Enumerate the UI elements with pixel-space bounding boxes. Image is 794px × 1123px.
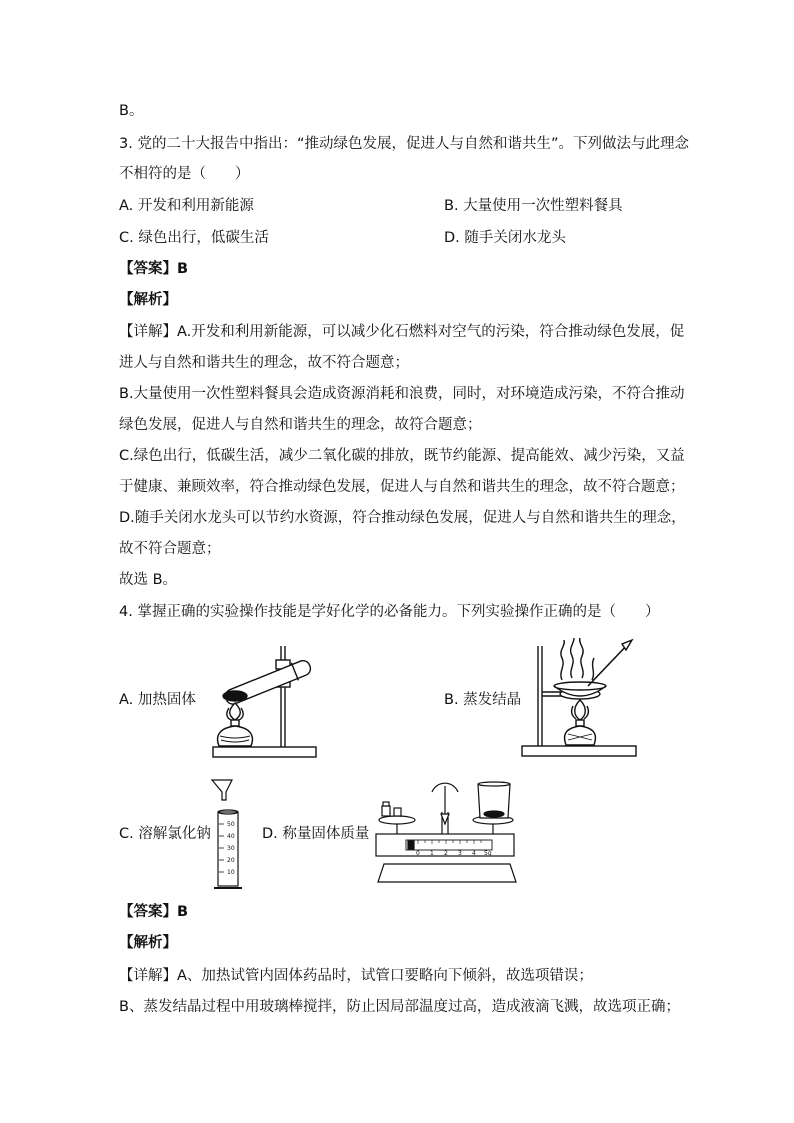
figure-evaporation	[518, 636, 640, 762]
q3-option-d: D. 随手关闭水龙头	[444, 230, 566, 246]
q3-explain-line: 【详解】A.开发和利用新能源，可以减少化石燃料对空气的污染，符合推动绿色发展，促	[119, 324, 685, 340]
scale-tick-label: 3	[458, 850, 462, 857]
q3-option-c: C. 绿色出行，低碳生活	[119, 230, 269, 246]
q3-analysis-label: 【解析】	[119, 292, 177, 308]
q4-explain-line: 【详解】A、加热试管内固体药品时，试管口要略向下倾斜，故选项错误；	[119, 968, 593, 984]
q3-stem-line2: 不相符的是（ ）	[119, 166, 250, 182]
scale-tick-label: 1	[430, 850, 434, 857]
previous-answer-tail: B。	[119, 103, 144, 119]
cylinder-tick-label: 50	[227, 821, 235, 828]
scale-tick-label: 5g	[484, 850, 492, 857]
q3-explain-line: C.绿色出行，低碳生活，减少二氧化碳的排放，既节约能源、提高能效、减少污染，又益	[119, 448, 685, 464]
q4-option-d-label: D. 称量固体质量	[262, 826, 370, 842]
q3-explain-line: D.随手关闭水龙头可以节约水资源，符合推动绿色发展，促进人与自然和谐共生的理念，	[119, 510, 686, 526]
figure-graduated-cylinder	[210, 778, 244, 892]
q4-option-c-label: C. 溶解氯化钠	[119, 826, 211, 842]
q4-option-b-label: B. 蒸发结晶	[444, 692, 522, 708]
q3-explain-line: 于健康、兼顾效率，符合推动绿色发展，促进人与自然和谐共生的理念，故不符合题意；	[119, 479, 685, 495]
figure-balance-scale	[370, 778, 524, 886]
scale-tick-label: 0	[416, 850, 420, 857]
cylinder-tick-label: 30	[227, 845, 235, 852]
scale-tick-label: 4	[472, 850, 476, 857]
q4-stem: 4. 掌握正确的实验操作技能是学好化学的必备能力。下列实验操作正确的是（ ）	[119, 604, 660, 620]
figure-heating-solid	[205, 636, 325, 762]
q3-answer: 【答案】B	[119, 261, 189, 277]
q3-option-a: A. 开发和利用新能源	[119, 198, 254, 214]
cylinder-tick-label: 20	[227, 857, 235, 864]
q3-explain-line: 故不符合题意；	[119, 541, 221, 557]
q4-explain-line: B、蒸发结晶过程中用玻璃棒搅拌，防止因局部温度过高，造成液滴飞溅，故选项正确；	[119, 999, 680, 1015]
q3-explain-line: 绿色发展，促进人与自然和谐共生的理念，故符合题意；	[119, 417, 482, 433]
q4-analysis-label: 【解析】	[119, 935, 177, 951]
scale-tick-label: 2	[444, 850, 448, 857]
q3-stem-line1: 3. 党的二十大报告中指出：“推动绿色发展，促进人与自然和谐共生”。下列做法与此理念	[119, 136, 689, 152]
cylinder-tick-label: 10	[227, 869, 235, 876]
q4-answer: 【答案】B	[119, 904, 189, 920]
q4-option-a-label: A. 加热固体	[119, 692, 196, 708]
q3-explain-line: 进人与自然和谐共生的理念，故不符合题意；	[119, 355, 409, 371]
q3-conclusion: 故选 B。	[119, 572, 178, 588]
cylinder-tick-label: 40	[227, 833, 235, 840]
q3-option-b: B. 大量使用一次性塑料餐具	[444, 198, 623, 214]
q3-explain-line: B.大量使用一次性塑料餐具会造成资源消耗和浪费，同时，对环境造成污染，不符合推动	[119, 386, 685, 402]
